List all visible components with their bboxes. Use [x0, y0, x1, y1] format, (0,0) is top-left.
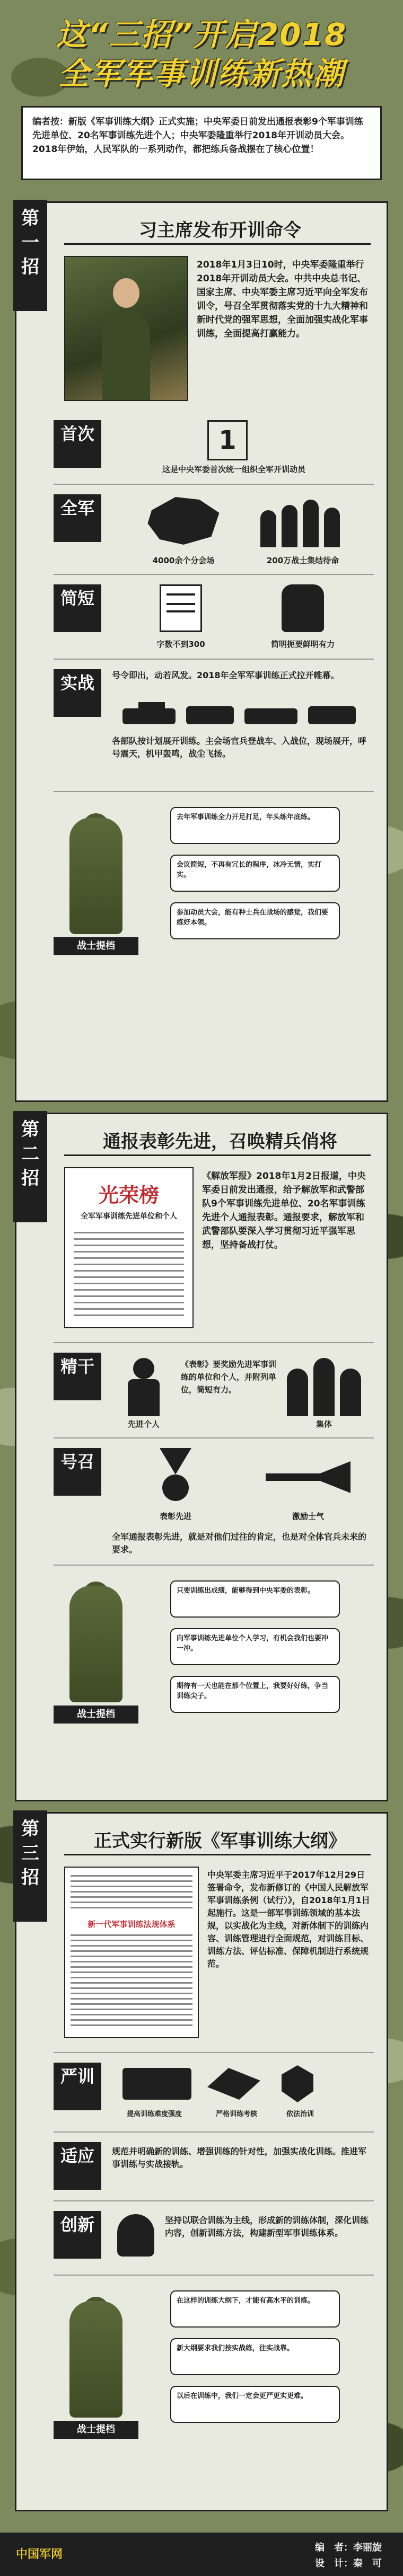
sub-venues-caption: 4000余个分会场	[152, 556, 215, 565]
row-label-adapt: 适应	[54, 2142, 101, 2190]
row-divider	[54, 484, 374, 485]
row-label-whole-army: 全军	[54, 494, 101, 542]
combat-text-a: 号令即出，动若风发。2018年全军军事训练正式拉开帷幕。	[112, 670, 339, 680]
newspaper-lines	[74, 1232, 184, 1317]
row-divider	[54, 1565, 374, 1566]
row-divider	[54, 2131, 374, 2133]
row-divider	[54, 2200, 374, 2201]
commend-advanced-caption: 表彰先进	[159, 1512, 191, 1521]
soldier-body	[69, 818, 122, 934]
row-label-capable: 精干	[54, 1353, 101, 1400]
newspaper-lines	[71, 1875, 192, 1912]
section-divider	[64, 243, 371, 245]
section-first-move	[15, 201, 388, 1102]
row-label-combat: 实战	[54, 669, 101, 717]
group-soldiers-icon	[287, 1358, 361, 1416]
row-label-strict: 严训	[54, 2063, 101, 2110]
section-divider	[64, 1154, 371, 1156]
soldier-tag: 战士提档	[54, 2421, 138, 2439]
row-label-innovate: 创新	[54, 2211, 101, 2259]
assessment-caption: 严格训练考核	[215, 2110, 257, 2118]
concise-powerful-caption: 简明扼要鲜明有力	[270, 639, 335, 649]
section-tag: 第三招	[13, 1810, 47, 1922]
adapt-text: 规范并明确新的训练、增强训练的针对性，加强实战化训练。推进军事训练与实战接轨。	[112, 2146, 367, 2169]
section-tag: 第一招	[13, 200, 47, 311]
soldier-tag: 战士提档	[54, 1706, 138, 1724]
section-divider	[64, 1854, 371, 1855]
speech-bubble: 在这样的训练大纲下，才能有高水平的训练。	[170, 2290, 340, 2328]
fist-icon	[282, 584, 324, 632]
main-title-line1: 这“三招”开启2018	[56, 16, 347, 52]
section-tag: 第二招	[13, 1111, 47, 1222]
helicopter-icon	[207, 2068, 260, 2100]
commendation-text: 《解放军报》2018年1月2日报道，中央军委日前发出通报，给予解放军和武警部队9个军事训练先进单位、20名军事训练先进个人通报表彰。通报要求，解放军和武警部队要深入学习贯彻习近平强军思想，坚持备战打仗。	[202, 1171, 366, 1250]
soldier-body	[69, 2301, 122, 2418]
figure-body	[102, 310, 150, 400]
difficulty-caption: 提高训练难度强度	[126, 2110, 182, 2118]
soldiers-standby-caption: 200万战士集结待命	[266, 556, 339, 565]
soldier-tag: 战士提档	[54, 937, 138, 955]
inspire-morale-caption: 激励士气	[292, 1512, 324, 1521]
shield-icon	[282, 2065, 313, 2102]
president-photo	[64, 256, 188, 401]
row-divider	[54, 1437, 374, 1438]
row-divider	[54, 2275, 374, 2276]
combat-text-b: 各部队按计划展开训练。主会场官兵登战车、入战位，现场展开，呼号震天，机甲轰鸣，战尘飞扬。	[112, 736, 367, 759]
row-label-first: 首次	[54, 420, 101, 468]
speech-bubble: 参加动员大会，能有种士兵在战场的感觉，我们要练好本领。	[170, 902, 340, 939]
speech-bubble: 向军事训练先进单位个人学习，有机会我们也要冲一冲。	[170, 1628, 340, 1665]
row-divider	[54, 574, 374, 575]
newspaper-headline: 新一代军事训练法规体系	[87, 1920, 176, 1929]
figure-head	[113, 278, 139, 308]
speech-bubble: 会议简短，不再有冗长的程序，冰冷无情，实打实。	[170, 855, 340, 892]
number-one-icon: 1	[207, 420, 248, 460]
soldier-figure	[48, 1586, 144, 1724]
section-title: 通报表彰先进，召唤精兵俏将	[103, 1131, 337, 1152]
row-divider	[54, 659, 374, 660]
speech-bubble: 期待有一天也能在那个位置上，我要好好练，争当训练尖子。	[170, 1676, 340, 1713]
row-label-concise: 简短	[54, 584, 101, 632]
section-title: 正式实行新版《军事训练大纲》	[94, 1831, 346, 1852]
newspaper-clipping	[64, 1867, 199, 2038]
rule-of-law-caption: 依法治训	[286, 2110, 314, 2118]
china-map-icon	[144, 494, 223, 547]
individual-caption: 先进个人	[127, 1419, 160, 1429]
tank-icon	[122, 2068, 191, 2100]
section-second-move	[15, 1113, 388, 1801]
soldiers-group-icon	[260, 500, 340, 547]
section-title: 习主席发布开训命令	[139, 220, 301, 241]
editor-note: 编者按：新版《军事训练大纲》正式实施；中央军委日前发出通报表彰9个军事训练先进单位、20名军事训练先进个人；中央军委隆重举行2018年开训动员大会。2018年伊始，人民军队的一系列动作，都把练兵备战摆在了核心位置！	[21, 106, 382, 180]
outline-text: 中央军委主席习近平于2017年12月29日签署命令，发布新修订的《中国人民解放军军事训练条例（试行）》，自2018年1月1日起施行。这是一部军事训练领域的基本法规，以实战化为主线，对新体制下的训练内容、训练管理进行全面规范，对训练目标、训练方法、评估标准、保障机制进行系统规范。	[207, 1870, 370, 1969]
site-logo: 中国军网	[16, 2548, 63, 2561]
honor-roll-subtitle: 全军军事训练先进单位和个人	[81, 1212, 177, 1221]
speech-bubble: 以后在训练中，我们一定会更严更实更难。	[170, 2386, 340, 2423]
word-count-caption: 字数不到300	[156, 639, 205, 649]
speech-bubble: 新大纲要求我们按实战练，往实战靠。	[170, 2338, 340, 2375]
medal-icon	[149, 1448, 202, 1506]
newspaper-lines	[71, 1934, 192, 2030]
footer	[0, 2533, 403, 2576]
vehicles-icon	[122, 701, 361, 727]
row-divider	[54, 1342, 374, 1343]
order-description: 2018年1月3日10时，中央军委隆重举行2018年开训动员大会。中共中央总书记、国家主席、中央军委主席习近平向全军发布训令，号召全军贯彻落实党的十九大精神和新时代党的强军思想，全面加强实战化军事训练，全面提高打赢能力。	[197, 260, 368, 339]
editor-credit: 编 者：李丽旋	[315, 2542, 382, 2553]
honor-roll-title: 光荣榜	[98, 1183, 159, 1207]
first-caption: 这是中央军委首次统一组织全军开训动员	[162, 465, 305, 474]
capable-text: 《表彰》要奖励先进军事训练的单位和个人，并附列单位，简短有力。	[181, 1360, 277, 1394]
innovate-text: 坚持以联合训练为主线，形成新的训练体制，深化训练内容，创新训练方法，构建新型军事训练体系。	[165, 2215, 369, 2238]
section-third-move	[15, 1812, 388, 2511]
soldier-body	[69, 1586, 122, 1702]
collective-caption: 集体	[316, 1419, 332, 1429]
speech-bubble: 去年军事训练全力开足打足，年头练年底练。	[170, 807, 340, 844]
soldier-figure	[48, 818, 144, 955]
lightbulb-icon	[117, 2214, 154, 2257]
soldier-figure	[48, 2301, 144, 2439]
document-icon	[160, 584, 202, 632]
main-title-line2: 全军军事训练新热潮	[58, 56, 345, 92]
speech-bubble: 只要训练出成绩，能够得到中央军委的表彰。	[170, 1580, 340, 1618]
bugle-icon	[266, 1459, 351, 1496]
call-text: 全军通报表彰先进，就是对他们过往的肯定，也是对全体官兵未来的要求。	[112, 1532, 367, 1555]
row-divider	[54, 791, 374, 792]
designer-credit: 设 计：秦 可	[315, 2558, 382, 2569]
row-label-call: 号召	[54, 1448, 101, 1496]
row-divider	[54, 2052, 374, 2053]
single-soldier-icon	[117, 1358, 170, 1416]
newspaper-clipping	[64, 1167, 194, 1328]
